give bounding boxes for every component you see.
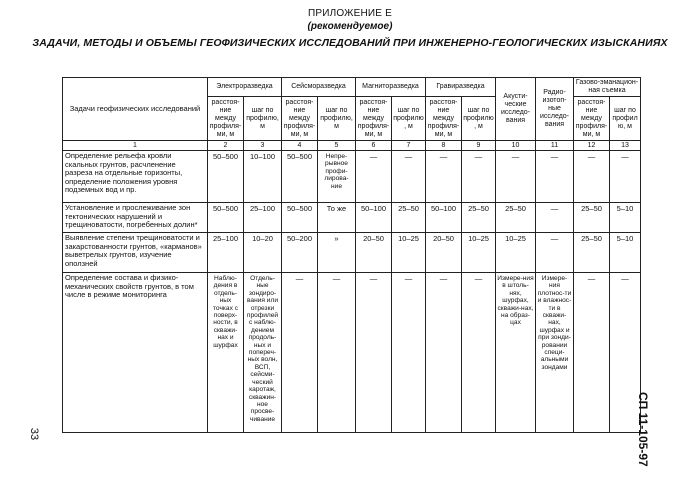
value-cell: 10–25 bbox=[496, 233, 536, 273]
methods-table-wrapper bbox=[62, 77, 640, 433]
value-cell: — bbox=[356, 151, 392, 203]
value-cell: — bbox=[462, 151, 496, 203]
value-cell: 5–10 bbox=[610, 203, 641, 233]
col-number: 6 bbox=[356, 141, 392, 151]
value-cell: 10–20 bbox=[244, 233, 282, 273]
group-electro: Электроразведка bbox=[208, 78, 282, 97]
methods-table bbox=[62, 77, 641, 433]
col-number: 9 bbox=[462, 141, 496, 151]
value-cell: — bbox=[356, 273, 392, 433]
col-number: 4 bbox=[282, 141, 318, 151]
value-cell: — bbox=[282, 273, 318, 433]
sub-dist: расстоя-ние между профиля-ми, м bbox=[208, 97, 244, 141]
value-cell: 10–25 bbox=[392, 233, 426, 273]
value-cell: — bbox=[496, 151, 536, 203]
value-cell: — bbox=[426, 273, 462, 433]
task-cell: Установление и прослеживание зон тектонических нарушений и трещиноватости, погребенных долин* bbox=[63, 203, 208, 233]
value-cell: — bbox=[462, 273, 496, 433]
group-magneto: Магниторазведка bbox=[356, 78, 426, 97]
sub-dist: расстоя-ние между профиля-ми, м bbox=[282, 97, 318, 141]
sub-step: шаг по профилю, м bbox=[318, 97, 356, 141]
sub-step: шаг по профилю, м bbox=[392, 97, 426, 141]
value-cell: 50–500 bbox=[208, 151, 244, 203]
value-cell: — bbox=[426, 151, 462, 203]
value-cell: Наблю-дения в отдель-ных точках с поверх-ности, в скважи-нах и шурфах bbox=[208, 273, 244, 433]
value-cell: Измере-ния плотнос-ти и влажнос-ти в скважи-нах, шурфах и при зонди-ровании специ-альными зондами bbox=[536, 273, 574, 433]
value-cell: — bbox=[536, 203, 574, 233]
task-cell: Выявление степени трещиноватости и закарстованности грунтов, «карманов» выветрелых грунтов, изучение оползней bbox=[63, 233, 208, 273]
table-row bbox=[63, 151, 641, 203]
table-row bbox=[63, 273, 641, 433]
page-number: 33 bbox=[28, 427, 41, 441]
value-cell: Измере-ния в штоль-нях, шурфах, скважи-нах, на образ-цах bbox=[496, 273, 536, 433]
value-cell: 20–50 bbox=[356, 233, 392, 273]
sub-dist: расстоя-ние между профиля-ми, м bbox=[356, 97, 392, 141]
value-cell: — bbox=[392, 273, 426, 433]
appendix-label: ПРИЛОЖЕНИЕ Е bbox=[308, 8, 392, 19]
col-number: 7 bbox=[392, 141, 426, 151]
value-cell: То же bbox=[318, 203, 356, 233]
value-cell: — bbox=[574, 151, 610, 203]
value-cell: Отдель-ные зондиро-вания или отрезки профилей с наблю-дением продоль-ных и попереч-ных волн, ВСП, сейсми-ческий каротаж, скважин-ное просве-чивание bbox=[244, 273, 282, 433]
value-cell: 25–100 bbox=[244, 203, 282, 233]
recommended-label: (рекомендуемое) bbox=[307, 21, 393, 32]
document-code: СП 11-105-97 bbox=[636, 392, 650, 467]
column-number-row bbox=[63, 141, 641, 151]
sub-dist: расстоя-ние между профиля-ми, м bbox=[426, 97, 462, 141]
value-cell: 50–100 bbox=[426, 203, 462, 233]
group-gravi: Гравиразведка bbox=[426, 78, 496, 97]
col-number: 8 bbox=[426, 141, 462, 151]
group-radio: Радио-изотоп-ные исследо-вания bbox=[536, 78, 574, 141]
sub-step: шаг по профилю, м bbox=[610, 97, 641, 141]
value-cell: 25–50 bbox=[574, 233, 610, 273]
col-number: 13 bbox=[610, 141, 641, 151]
value-cell: 25–100 bbox=[208, 233, 244, 273]
col-number: 10 bbox=[496, 141, 536, 151]
value-cell: 50–500 bbox=[208, 203, 244, 233]
sub-dist: расстоя-ние между профиля-ми, м bbox=[574, 97, 610, 141]
col-number: 5 bbox=[318, 141, 356, 151]
value-cell: — bbox=[318, 273, 356, 433]
value-cell: 20–50 bbox=[426, 233, 462, 273]
value-cell: — bbox=[610, 273, 641, 433]
value-cell: 25–50 bbox=[392, 203, 426, 233]
task-cell: Определение состава и физико-механических свойств грунтов, в том числе в режиме мониторинга bbox=[63, 273, 208, 433]
sub-step: шаг по профилю, м bbox=[244, 97, 282, 141]
value-cell: — bbox=[574, 273, 610, 433]
value-cell: — bbox=[610, 151, 641, 203]
sub-step: шаг по профилю, м bbox=[462, 97, 496, 141]
col-number: 12 bbox=[574, 141, 610, 151]
value-cell: 25–50 bbox=[496, 203, 536, 233]
value-cell: 25–50 bbox=[462, 203, 496, 233]
value-cell: 50–500 bbox=[282, 151, 318, 203]
col-number: 1 bbox=[63, 141, 208, 151]
value-cell: 5–10 bbox=[610, 233, 641, 273]
group-gas: Газово-эманацион-ная съемка bbox=[574, 78, 641, 97]
value-cell: 25–50 bbox=[574, 203, 610, 233]
value-cell: 50–200 bbox=[282, 233, 318, 273]
page-title: ЗАДАЧИ, МЕТОДЫ И ОБЪЕМЫ ГЕОФИЗИЧЕСКИХ ИССЛЕДОВАНИЙ ПРИ ИНЖЕНЕРНО-ГЕОЛОГИЧЕСКИХ ИЗЫСКАНИЯХ bbox=[32, 37, 668, 49]
group-acoustic: Акусти-ческие исследо-вания bbox=[496, 78, 536, 141]
value-cell: Непре-рывное профи-лирова-ние bbox=[318, 151, 356, 203]
value-cell: — bbox=[536, 151, 574, 203]
value-cell: 10–100 bbox=[244, 151, 282, 203]
table-row bbox=[63, 233, 641, 273]
task-cell: Определение рельефа кровли скальных грунтов, расчленение разреза на отдельные горизонты, определение положения уровня подземных вод и пр. bbox=[63, 151, 208, 203]
value-cell: 10–25 bbox=[462, 233, 496, 273]
col-number: 2 bbox=[208, 141, 244, 151]
value-cell: — bbox=[536, 233, 574, 273]
value-cell: » bbox=[318, 233, 356, 273]
task-header: Задачи геофизических исследований bbox=[63, 78, 208, 141]
value-cell: — bbox=[392, 151, 426, 203]
group-seismo: Сейсморазведка bbox=[282, 78, 356, 97]
table-row bbox=[63, 203, 641, 233]
value-cell: 50–100 bbox=[356, 203, 392, 233]
col-number: 11 bbox=[536, 141, 574, 151]
col-number: 3 bbox=[244, 141, 282, 151]
value-cell: 50–500 bbox=[282, 203, 318, 233]
